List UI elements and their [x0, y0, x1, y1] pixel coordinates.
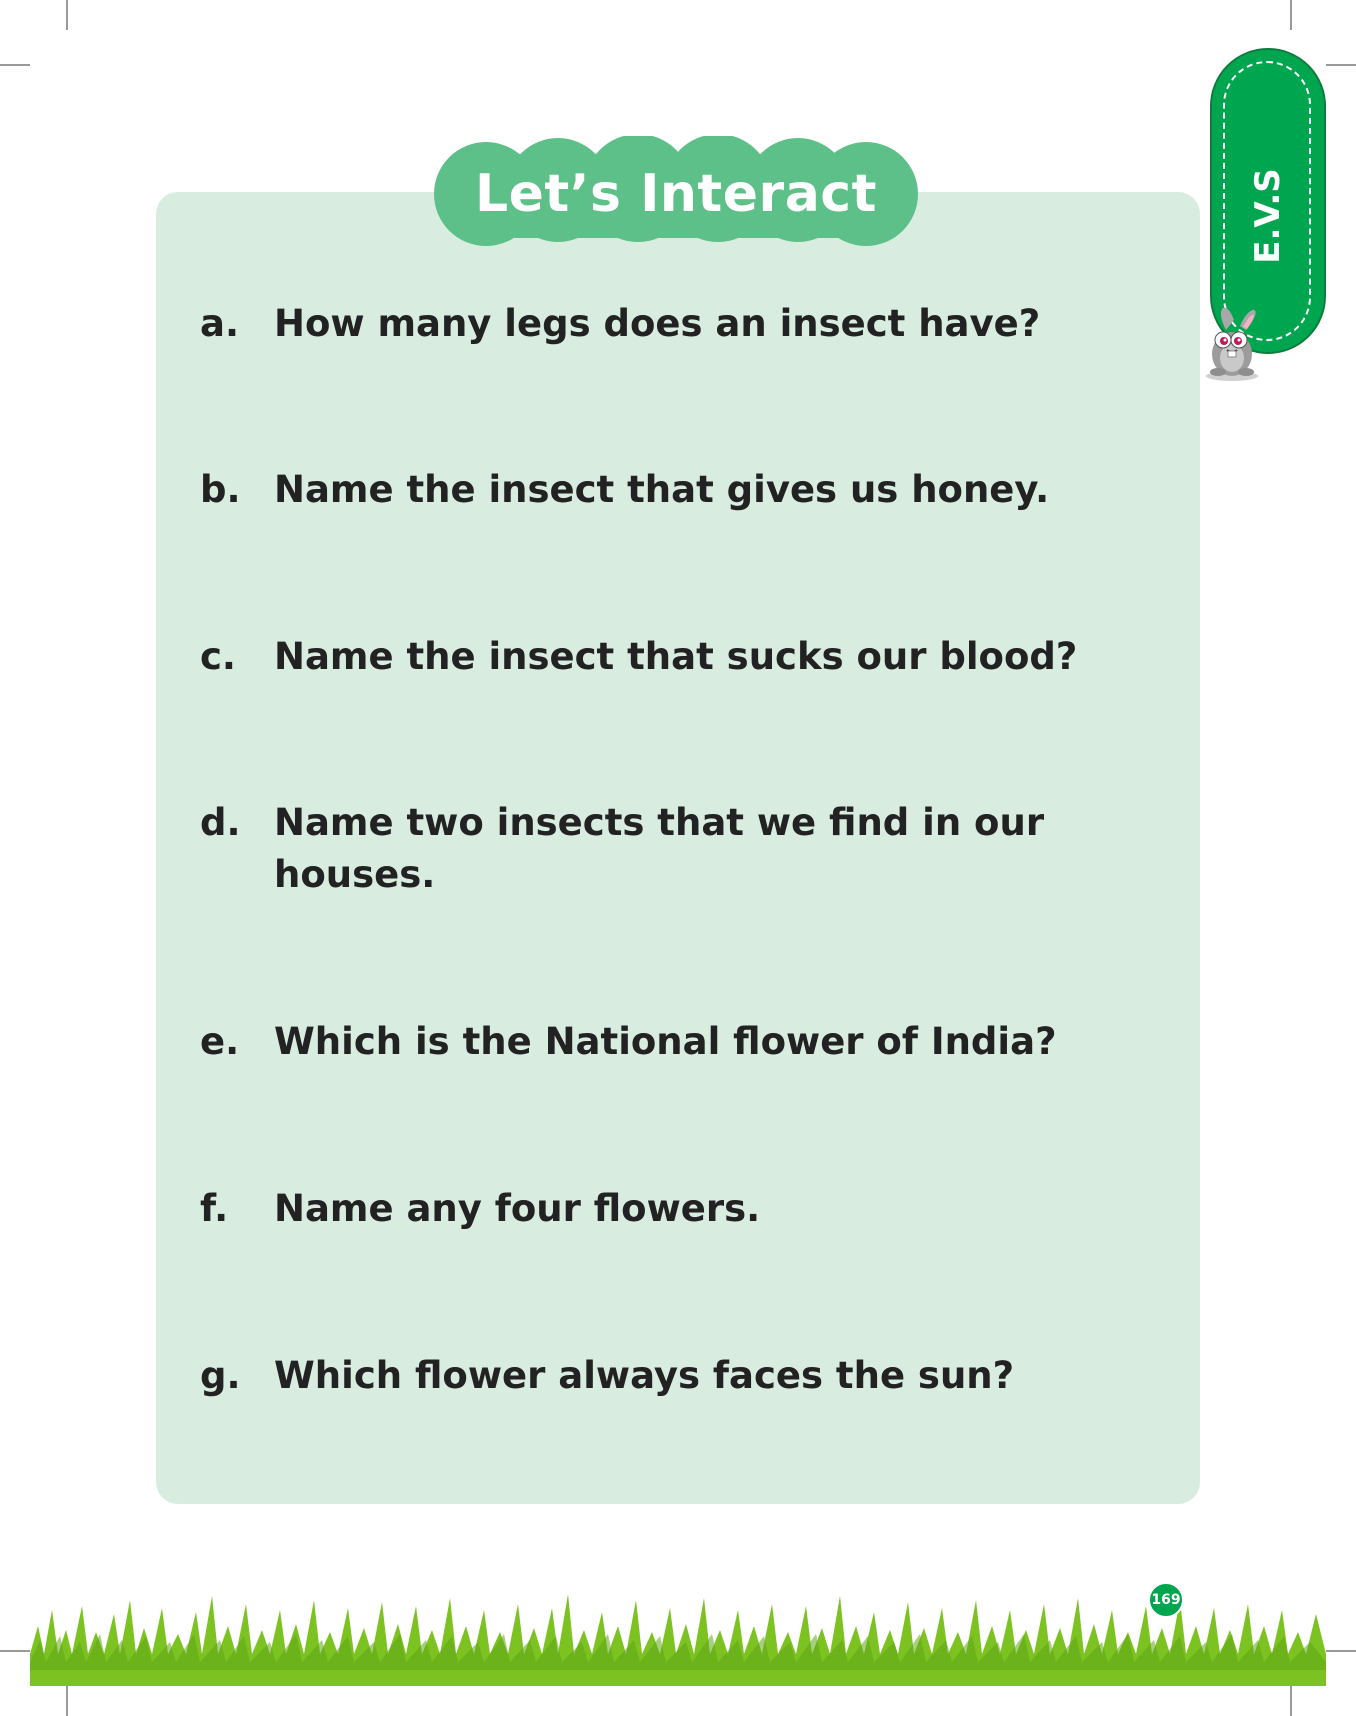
crop-mark: [1290, 0, 1292, 30]
question-text: Name the insect that gives us honey.: [274, 468, 1050, 511]
question-letter: b.: [200, 468, 241, 511]
question-text: Name any four flowers.: [274, 1187, 761, 1230]
subject-tab-label: E.V.S: [1248, 168, 1288, 264]
question-letter: c.: [200, 635, 236, 678]
question-item: [200, 631, 1120, 683]
question-item: [200, 1350, 1120, 1402]
question-letter: g.: [200, 1354, 241, 1397]
question-letter: d.: [200, 801, 241, 844]
crop-mark: [66, 1686, 68, 1716]
page-number: 169: [1148, 1582, 1184, 1618]
crop-mark: [0, 1650, 30, 1652]
crop-mark: [1326, 64, 1356, 66]
question-letter: f.: [200, 1187, 229, 1230]
question-text: Which is the National flower of India?: [274, 1020, 1057, 1063]
question-item: [200, 298, 1120, 350]
crop-mark: [1326, 1650, 1356, 1652]
rabbit-icon: [1196, 296, 1268, 386]
question-item: [200, 1183, 1120, 1235]
question-text: Name two insects that we find in our houses.: [274, 801, 1045, 896]
crop-mark: [1290, 1686, 1292, 1716]
section-title: Let’s Interact: [475, 164, 877, 224]
crop-mark: [66, 0, 68, 30]
question-letter: a.: [200, 302, 240, 345]
question-item: [200, 1016, 1120, 1068]
grass-icon: [30, 1570, 1326, 1686]
question-text: Name the insect that sucks our blood?: [274, 635, 1078, 678]
question-item: [200, 797, 1080, 901]
question-item: [200, 464, 1120, 516]
question-text: How many legs does an insect have?: [274, 302, 1041, 345]
crop-mark: [0, 64, 30, 66]
section-title-badge: [428, 136, 924, 252]
question-letter: e.: [200, 1020, 240, 1063]
question-text: Which flower always faces the sun?: [274, 1354, 1015, 1397]
